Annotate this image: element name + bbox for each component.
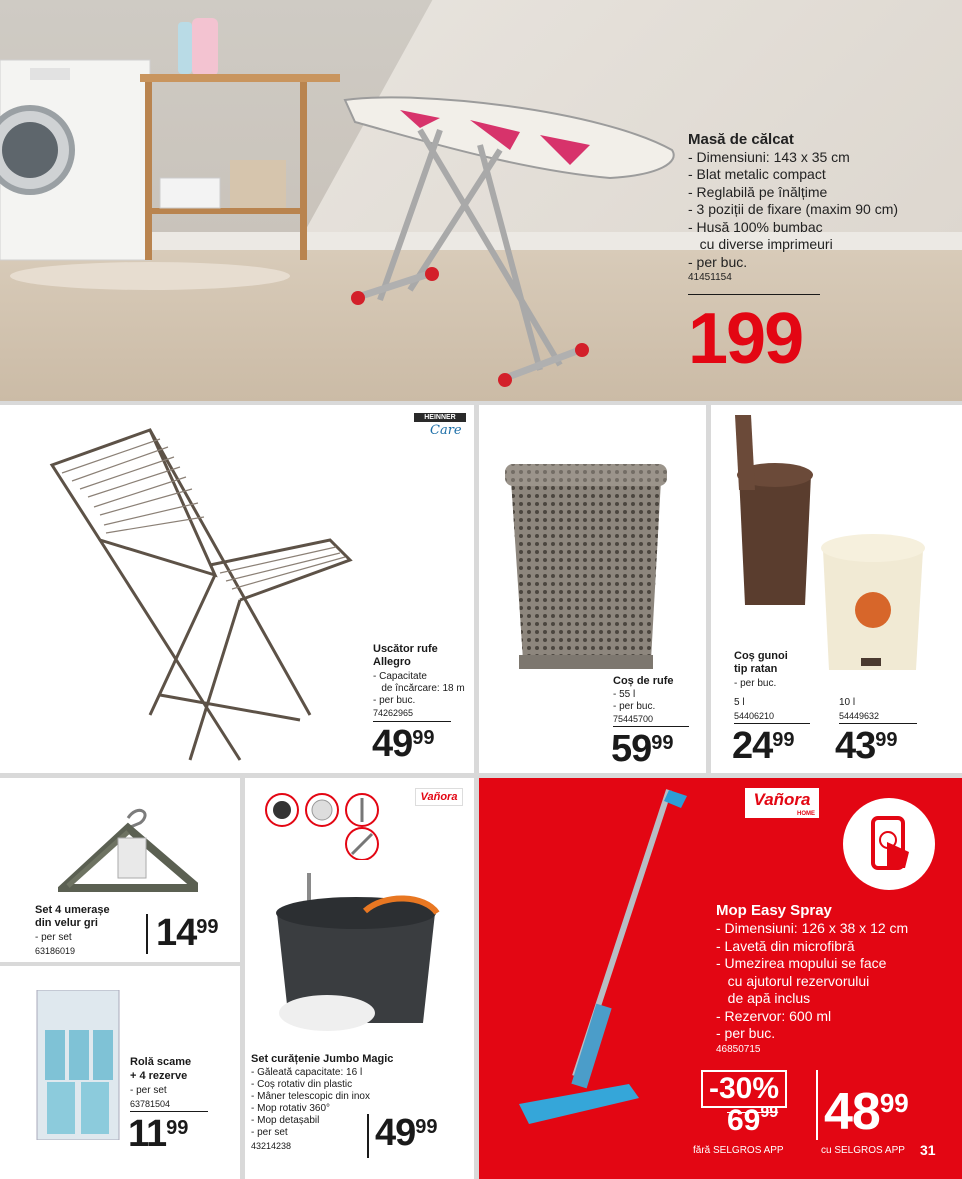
- price-decimal: 99: [875, 729, 898, 751]
- mop-bucket-image: [265, 853, 465, 1053]
- price-integer: 11: [128, 1113, 167, 1155]
- product-title: Allegro: [373, 656, 411, 668]
- lint-roller-card: [0, 966, 240, 1179]
- feature-line: - 3 poziții de fixare (maxim 90 cm): [688, 201, 899, 217]
- size-label: 10 l: [839, 697, 856, 708]
- price-decimal: 99: [772, 729, 795, 751]
- lint-roller-image: [35, 990, 125, 1140]
- price-integer: 59: [611, 728, 652, 770]
- divider: [688, 294, 820, 295]
- price: [611, 728, 674, 771]
- trash-bins-image: [711, 410, 951, 680]
- page-number: 31: [920, 1142, 936, 1158]
- product-title: Set curățenie Jumbo Magic: [251, 1053, 394, 1065]
- feature-line: - Husă 100% bumbac: [688, 218, 823, 235]
- divider: [130, 1111, 208, 1112]
- feature-line: - Mâner telescopic din inox: [251, 1091, 370, 1102]
- divider: [367, 1114, 369, 1158]
- feature-list: [716, 920, 908, 1057]
- price-integer: 49: [375, 1112, 416, 1154]
- feature-line: - Dimensiuni: 126 x 38 x 12 cm: [716, 920, 909, 936]
- accessory-thumbnails: [260, 790, 380, 860]
- app-icon[interactable]: [843, 798, 935, 890]
- price-large: [835, 725, 898, 768]
- price: [156, 912, 219, 955]
- label-without-app: fără SELGROS APP: [693, 1145, 784, 1156]
- divider: [734, 723, 810, 724]
- feature-line: de apă inclus: [716, 990, 811, 1006]
- product-code: 46850715: [716, 1043, 761, 1055]
- price-integer: 43: [835, 725, 876, 767]
- feature-line: - Dimensiuni: 143 x 35 cm: [688, 148, 850, 165]
- feature-line: - per buc.: [716, 1025, 776, 1041]
- price: [128, 1113, 188, 1156]
- divider: [373, 721, 451, 722]
- brand-name: Vañora: [753, 790, 811, 809]
- feature-line: - Mop rotativ 360°: [251, 1103, 331, 1114]
- vanora-logo: Vañora: [415, 788, 463, 806]
- brand-sub: HOME: [797, 811, 815, 817]
- old-price-decimal: 99: [760, 1104, 779, 1121]
- price-decimal: 99: [196, 916, 219, 938]
- mop-set-card: [245, 778, 474, 1179]
- feature-line: - per set: [251, 1127, 288, 1138]
- feature-line: - Rezervor: 600 ml: [716, 1007, 832, 1024]
- ironing-board-banner: [0, 0, 962, 401]
- hangers-image: [58, 798, 198, 898]
- new-price-integer: 48: [824, 1083, 880, 1141]
- product-title: Coș de rufe: [613, 675, 674, 687]
- product-title: Masă de călcat: [688, 131, 794, 148]
- product-title: Set 4 umerașe: [35, 904, 110, 916]
- discount-badge: -30%: [701, 1070, 787, 1108]
- label-with-app: cu SELGROS APP: [821, 1145, 905, 1156]
- price-integer: 49: [372, 723, 413, 765]
- price-integer: 14: [156, 912, 197, 954]
- feature-line: cu diverse imprimeuri: [688, 236, 833, 252]
- old-price: [727, 1104, 778, 1138]
- price-small: [732, 725, 795, 768]
- new-price-decimal: 99: [879, 1088, 909, 1118]
- product-title: Rolă scame: [130, 1056, 192, 1068]
- product-title: tip ratan: [734, 663, 778, 675]
- product-code: 54449632: [839, 711, 880, 721]
- product-title: Mop Easy Spray: [716, 902, 832, 919]
- vanora-home-logo: [743, 786, 821, 820]
- dryer-card: [0, 405, 474, 773]
- new-price: [824, 1082, 909, 1142]
- product-code: 41451154: [688, 272, 732, 283]
- hangers-card: [0, 778, 240, 962]
- feature-line: - Reglabilă pe înălțime: [688, 183, 828, 200]
- product-title: din velur gri: [35, 917, 98, 929]
- product-title: + 4 rezerve: [130, 1070, 188, 1082]
- divider: [146, 914, 148, 954]
- feature-line: - Umezirea mopului se face: [716, 955, 887, 971]
- feature-line: - per buc.: [688, 253, 748, 270]
- feature-line: - Lavetă din microfibră: [716, 937, 855, 954]
- clothes-dryer-image: [40, 415, 400, 773]
- product-code: 54406210: [734, 711, 775, 721]
- feature-line: - per buc.: [734, 678, 777, 689]
- feature-line: cu ajutorul rezervorului: [716, 972, 870, 989]
- product-code: 74262965: [373, 708, 414, 718]
- spray-mop-image: [509, 786, 709, 1156]
- price-decimal: 99: [651, 732, 674, 754]
- feature-line: - per buc.: [613, 701, 656, 712]
- laundry-basket-image: [501, 460, 671, 680]
- feature-line: - Blat metalic compact: [688, 166, 826, 182]
- divider: [839, 723, 917, 724]
- price-integer: 24: [732, 725, 773, 767]
- price: [375, 1112, 438, 1155]
- size-label: 5 l: [734, 697, 745, 708]
- spray-mop-card: [479, 778, 962, 1179]
- price-decimal: 99: [166, 1117, 189, 1139]
- product-code: 75445700: [613, 714, 654, 724]
- product-code: 43214238: [251, 1141, 292, 1151]
- feature-line: - Găleată capacitate: 16 l: [251, 1067, 363, 1078]
- feature-line: - per set: [130, 1085, 167, 1096]
- product-code: 63186019: [35, 946, 76, 956]
- feature-line: - per buc.: [373, 695, 416, 706]
- price-decimal: 99: [412, 727, 435, 749]
- product-title: Uscător rufe: [373, 643, 438, 655]
- product-code: 63781504: [130, 1099, 171, 1109]
- care-logo: Care: [430, 423, 462, 438]
- feature-line: - Coș rotativ din plastic: [251, 1079, 353, 1090]
- feature-line: de încărcare: 18 m: [373, 683, 465, 694]
- old-price-integer: 69: [727, 1104, 761, 1137]
- ironing-board-description: [688, 131, 898, 284]
- feature-line: - 55 l: [613, 689, 636, 700]
- divider: [816, 1070, 818, 1140]
- heinner-logo: HEINNER: [414, 413, 466, 422]
- feature-line: - Mop detașabil: [251, 1115, 320, 1126]
- product-title: Coș gunoi: [734, 650, 788, 662]
- feature-line: - per set: [35, 932, 72, 943]
- feature-line: - Capacitate: [373, 671, 427, 682]
- laundry-basket-card: [479, 405, 706, 773]
- price: [372, 723, 435, 766]
- phone-touch-icon: [843, 798, 935, 890]
- price: 199: [688, 299, 803, 379]
- trash-bin-card: [711, 405, 962, 773]
- price-decimal: 99: [415, 1116, 438, 1138]
- divider: [613, 726, 689, 727]
